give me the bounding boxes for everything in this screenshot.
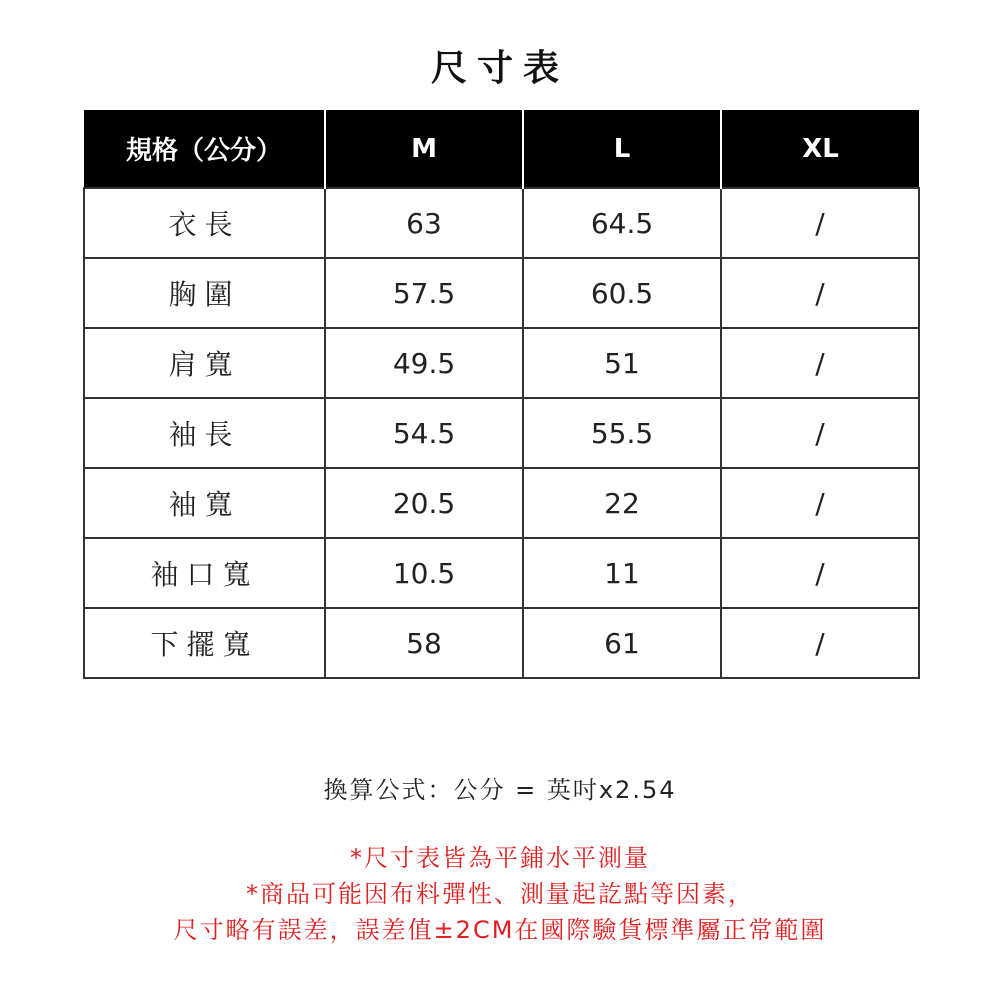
table-row	[84, 538, 919, 608]
header-size-xl: XL	[721, 110, 919, 188]
measurement-notes	[0, 840, 1000, 948]
cell-xl: /	[721, 468, 919, 538]
page-title: 尺寸表	[430, 48, 569, 89]
cell-m: 20.5	[325, 468, 523, 538]
cell-l: 64.5	[523, 188, 721, 258]
cell-l: 55.5	[523, 398, 721, 468]
note-line: 尺寸略有誤差，誤差值±2CM在國際驗貨標準屬正常範圍	[173, 916, 827, 944]
cell-l: 60.5	[523, 258, 721, 328]
table-row	[84, 468, 919, 538]
cell-m: 63	[325, 188, 523, 258]
cell-xl: /	[721, 258, 919, 328]
table-row	[84, 328, 919, 398]
size-table	[83, 110, 920, 679]
cell-m: 58	[325, 608, 523, 678]
cell-xl: /	[721, 538, 919, 608]
row-label: 袖寬	[84, 468, 325, 538]
cell-l: 11	[523, 538, 721, 608]
table-row	[84, 608, 919, 678]
cell-m: 54.5	[325, 398, 523, 468]
row-label: 袖長	[84, 398, 325, 468]
row-label: 下擺寬	[84, 608, 325, 678]
cell-xl: /	[721, 398, 919, 468]
row-label: 衣長	[84, 188, 325, 258]
table-row	[84, 258, 919, 328]
row-label: 袖口寬	[84, 538, 325, 608]
cell-m: 57.5	[325, 258, 523, 328]
cell-m: 10.5	[325, 538, 523, 608]
table-row	[84, 188, 919, 258]
note-line: *商品可能因布料彈性、測量起訖點等因素，	[246, 880, 754, 908]
cell-l: 51	[523, 328, 721, 398]
cell-xl: /	[721, 188, 919, 258]
cell-m: 49.5	[325, 328, 523, 398]
header-size-m: M	[325, 110, 523, 188]
row-label: 肩寬	[84, 328, 325, 398]
header-row	[84, 110, 919, 188]
cell-l: 22	[523, 468, 721, 538]
conversion-formula: 換算公式：公分 = 英吋x2.54	[323, 776, 677, 804]
cell-l: 61	[523, 608, 721, 678]
note-line: *尺寸表皆為平鋪水平測量	[350, 844, 650, 872]
cell-xl: /	[721, 608, 919, 678]
row-label: 胸圍	[84, 258, 325, 328]
header-size-l: L	[523, 110, 721, 188]
header-spec: 規格（公分）	[84, 110, 325, 188]
table-row	[84, 398, 919, 468]
cell-xl: /	[721, 328, 919, 398]
